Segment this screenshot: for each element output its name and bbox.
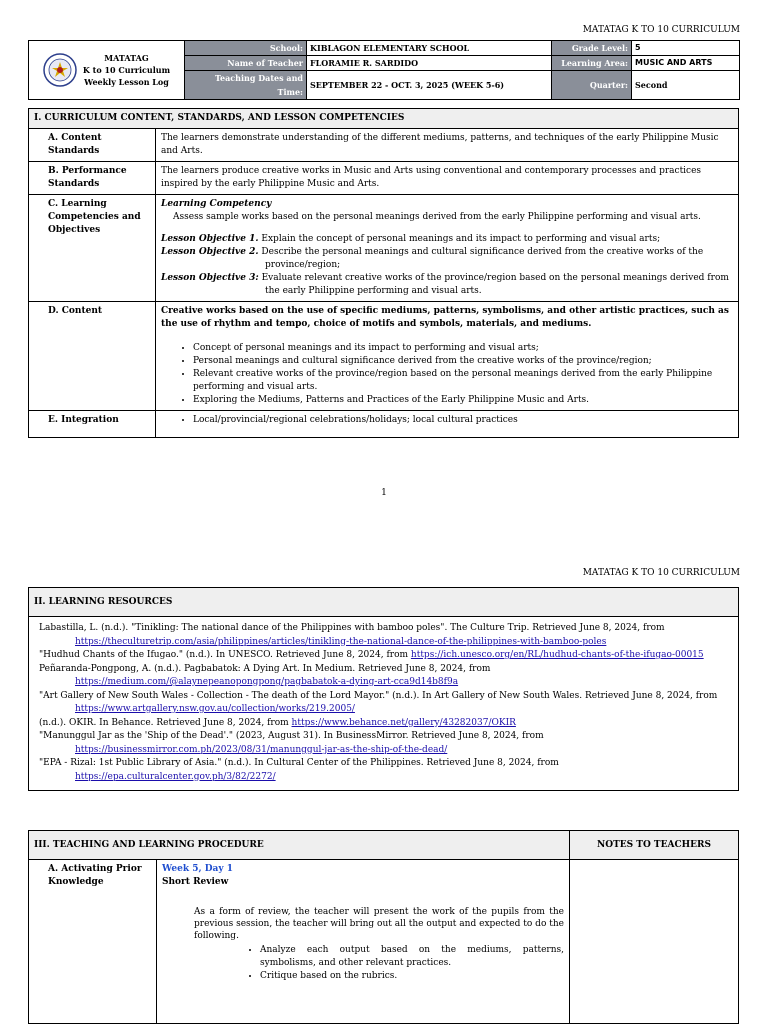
curriculum-label-page2: MATATAG K TO 10 CURRICULUM <box>582 568 740 578</box>
resource-link[interactable]: https://www.artgallery.nsw.gov.au/collection/works/219.2005/ <box>75 704 355 714</box>
content-cell <box>156 302 739 411</box>
resource-item: "Hudhud Chants of the Ifugao." (n.d.). In UNESCO. Retrieved June 8, 2024, from https://ich.unesco.org/en/RL/hudhud-chants-of-the-ifugao-00015 <box>39 650 704 660</box>
quarter-label: Quarter: <box>552 71 632 100</box>
header-title-cell <box>29 41 185 100</box>
resource-link[interactable]: https://theculturetrip.com/asia/philippines/articles/tinikling-the-national-dance-of-the-philippines-with-bamboo-poles <box>75 636 607 647</box>
resource-item: Peñaranda-Pongpong, A. (n.d.). Pagbabatok: A Dying Art. In Medium. Retrieved June 8, 2024, from https://medium.com/@alaynepeanopongpong/pagbabatok-a-dying-art-cca9d14b8f9a <box>39 663 491 687</box>
school-label: School: <box>185 41 307 56</box>
resource-link[interactable]: https://businessmirror.com.ph/2023/08/31/manunggul-jar-as-the-ship-of-the-dead/ <box>75 744 448 755</box>
competencies-label: C. Learning Competencies and Objectives <box>29 195 156 302</box>
integration-cell <box>156 411 739 438</box>
integration-bullet: • Local/provincial/regional celebrations/holidays; local cultural practices <box>193 414 733 427</box>
review-bullet: • Analyze each output based on the mediums, patterns, symbolisms, and other relevant practices. <box>260 944 564 970</box>
grade-label: Grade Level: <box>552 41 632 56</box>
resource-link[interactable]: https://www.behance.net/gallery/43282037/OKIR <box>291 717 516 728</box>
resource-item: "EPA - Rizal: 1st Public Library of Asia." (n.d.). In Cultural Center of the Philippines. Retrieved June 8, 2024, from https://epa.culturalcenter.gov.ph/3/82/2272/ <box>39 758 559 782</box>
resources-list <box>29 617 739 791</box>
performance-standards-text: The learners produce creative works in Music and Arts using conventional and contemporary processes and practices inspired by the early Philippine Music and Arts. <box>156 162 739 195</box>
content-label: D. Content <box>29 302 156 411</box>
school-value: KIBLAGON ELEMENTARY SCHOOL <box>307 41 552 56</box>
content-bullet: • Concept of personal meanings and its impact to performing and visual arts; <box>193 342 733 355</box>
dates-value: SEPTEMBER 22 - OCT. 3, 2025 (WEEK 5-6) <box>307 71 552 100</box>
section3-heading: III. TEACHING AND LEARNING PROCEDURE <box>29 831 570 860</box>
notes-heading: NOTES TO TEACHERS <box>570 831 739 860</box>
resource-link[interactable]: https://epa.culturalcenter.gov.ph/3/82/2272/ <box>75 771 276 782</box>
curriculum-label: MATATAG K TO 10 CURRICULUM <box>582 25 740 35</box>
resource-item: Labastilla, L. (n.d.). "Tinikling: The national dance of the Philippines with bamboo poles". The Culture Trip. Retrieved June 8, 2024, from https://theculturetrip.com/asia/philippines/articles/tinikling-the-national-dance-of-the-philippines-with-bamboo-poles <box>39 623 665 647</box>
resource-item: "Art Gallery of New South Wales - Collection - The death of the Lord Mayor." (n.d.). In Art Gallery of New South Wales. Retrieved June 8, 2024, from https://www.artgallery.nsw.gov.au/collection/works/219.2005/ <box>39 690 718 714</box>
review-bullet: • Critique based on the rubrics. <box>260 970 564 983</box>
resource-item: "Manunggul Jar as the 'Ship of the Dead'." (2023, August 31). In BusinessMirror. Retrieved June 8, 2024, from https://businessmirror.com.ph/2023/08/31/manunggul-jar-as-the-ship-of-the-dead/ <box>39 731 544 755</box>
competencies-cell <box>156 195 739 302</box>
curriculum-section <box>28 108 739 438</box>
deped-seal-icon <box>43 53 77 87</box>
integration-label: E. Integration <box>29 411 156 438</box>
objective-3: Lesson Objective 3: Evaluate relevant creative works of the province/region based on the personal meanings derived from the early Philippine performing and visual arts. <box>161 273 729 296</box>
area-label: Learning Area: <box>552 56 632 71</box>
objective-1: Lesson Objective 1. Explain the concept of personal meanings and its impact to performing and visual arts; <box>161 234 661 244</box>
review-text: As a form of review, the teacher will present the work of the pupils from the previous session, the teacher will bring out all the output and expected to do the following. <box>194 907 564 941</box>
title-line-1: MATATAG <box>104 53 149 63</box>
competency-heading: Learning Competency <box>161 199 272 209</box>
content-bullet: • Relevant creative works of the province/region based on the personal meanings derived from the early Philippine performing and visual arts. <box>193 368 733 394</box>
title-line-2: K to 10 Curriculum <box>82 65 171 75</box>
activating-cell <box>157 860 570 1024</box>
objective-2: Lesson Objective 2. Describe the personal meanings and cultural significance derived from the creative works of the province/region; <box>161 247 704 270</box>
teacher-value: FLORAMIE R. SARDIDO <box>307 56 552 71</box>
procedure-section <box>28 830 739 1024</box>
page-number: 1 <box>381 488 387 498</box>
short-review-label: Short Review <box>162 877 229 887</box>
content-standards-label: A. Content Standards <box>29 129 156 162</box>
competency-text: Assess sample works based on the personal meanings derived from the early Philippine performing and visual arts. <box>173 212 701 222</box>
title-line-3: Weekly Lesson Log <box>84 77 169 87</box>
quarter-value: Second <box>632 71 740 100</box>
content-bullet: • Personal meanings and cultural significance derived from the creative works of the province/region; <box>193 355 733 368</box>
activating-label: A. Activating Prior Knowledge <box>29 860 157 1024</box>
grade-value: 5 <box>632 41 740 56</box>
notes-cell <box>570 860 739 1024</box>
resources-section <box>28 587 739 791</box>
section1-heading: I. CURRICULUM CONTENT, STANDARDS, AND LESSON COMPETENCIES <box>29 109 739 129</box>
content-bullet: • Exploring the Mediums, Patterns and Practices of the Early Philippine Music and Arts. <box>193 394 733 407</box>
header-table <box>28 40 740 100</box>
dates-label: Teaching Dates and Time: <box>185 71 307 100</box>
week-day-label: Week 5, Day 1 <box>162 864 233 874</box>
section2-heading: II. LEARNING RESOURCES <box>29 588 739 617</box>
resource-link[interactable]: https://medium.com/@alaynepeanopongpong/pagbabatok-a-dying-art-cca9d14b8f9a <box>75 677 459 687</box>
resource-link[interactable]: https://ich.unesco.org/en/RL/hudhud-chants-of-the-ifugao-00015 <box>410 650 704 660</box>
resource-item: (n.d.). OKIR. In Behance. Retrieved June 8, 2024, from https://www.behance.net/gallery/43282037/OKIR <box>39 717 516 728</box>
teacher-label: Name of Teacher <box>185 56 307 71</box>
content-bold-text: Creative works based on the use of specific mediums, patterns, symbolisms, and other artistic practices, such as the use of rhythm and tempo, choice of motifs and symbols, materials, and mediums. <box>161 306 729 329</box>
content-standards-text: The learners demonstrate understanding of the different mediums, patterns, and techniques of the early Philippine Music and Arts. <box>156 129 739 162</box>
area-value: MUSIC AND ARTS <box>632 56 740 71</box>
performance-standards-label: B. Performance Standards <box>29 162 156 195</box>
